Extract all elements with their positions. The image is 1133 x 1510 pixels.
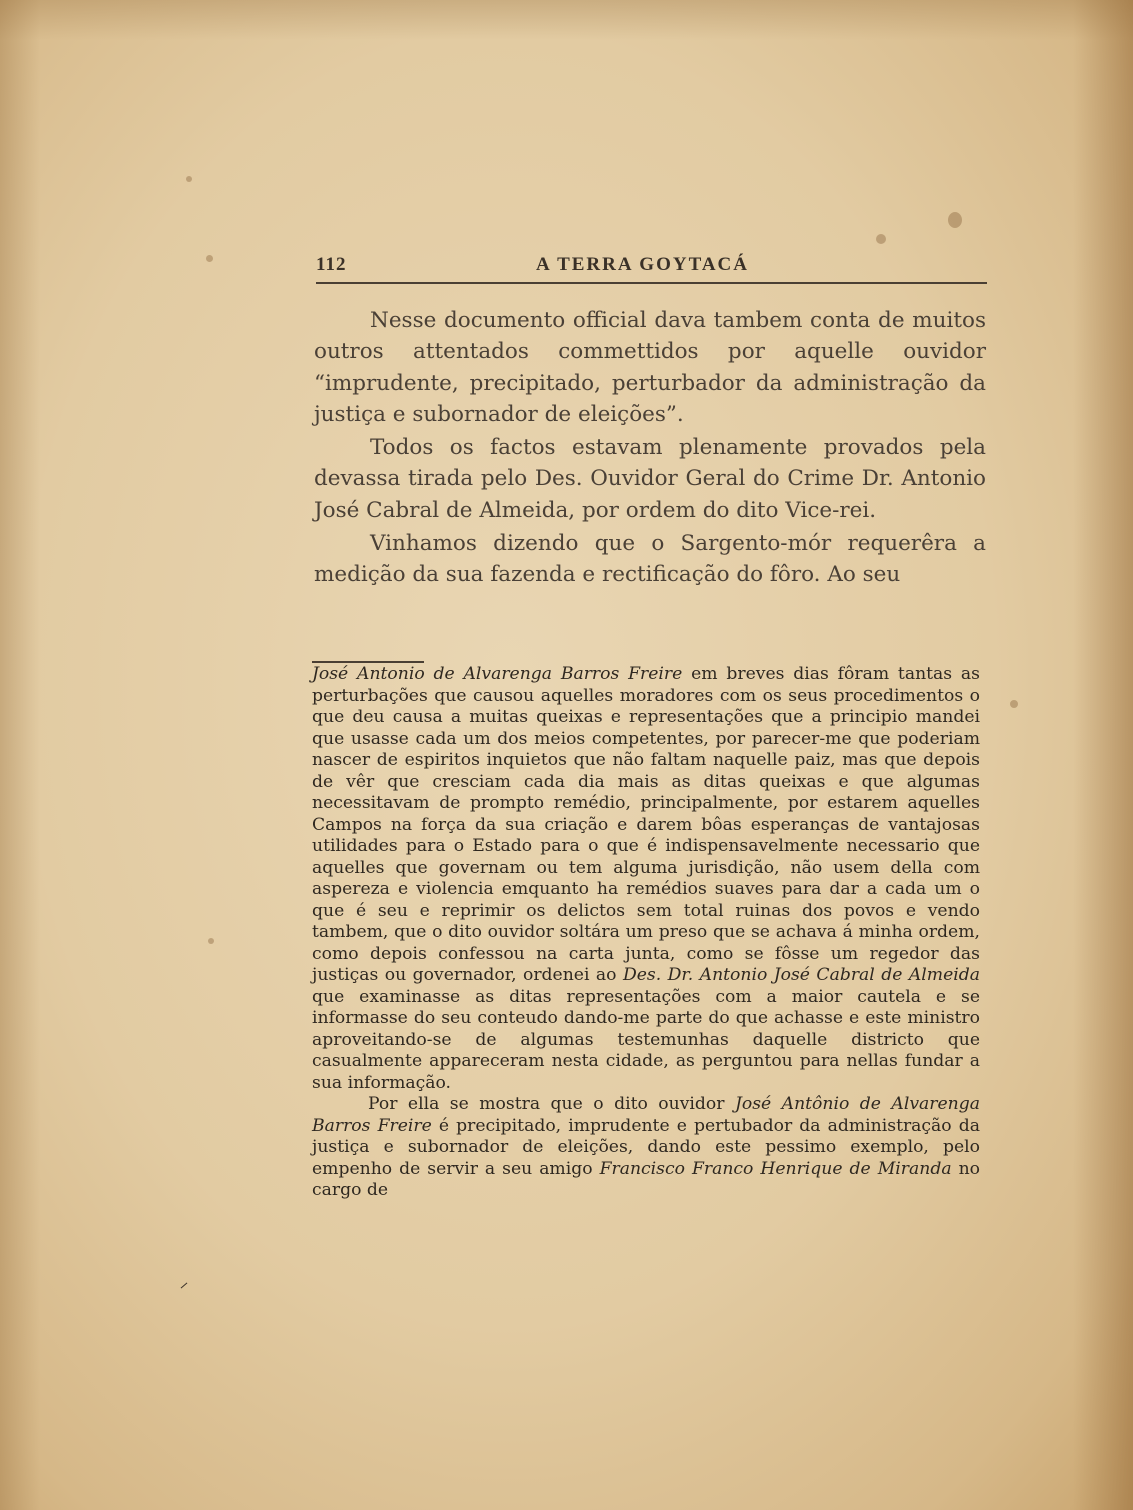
- body-paragraph: Todos os factos estavam plenamente provados pela devassa tirada pelo Des. Ouvidor Geral do Crime Dr. Antonio José Cabral de Almeida, por ordem do dito Vice-rei.: [314, 435, 986, 523]
- footnote-person-name: José Antonio de Alvarenga Barros Freire: [312, 664, 683, 684]
- paper-spot: [206, 255, 213, 262]
- footnote: [312, 664, 980, 1202]
- paper-scratch: [181, 1283, 188, 1289]
- body-paragraph: Vinhamos dizendo que o Sargento-mór requerêra a medição da sua fazenda e rectificação do fôro. Ao seu: [314, 531, 986, 588]
- footnote-text: em breves dias fôram tantas as perturbações que causou aquelles moradores com os seus procedimentos o que deu causa a muitas queixas e representações que a principio mandei que usasse cada um dos meios competentes, por parecer-me que poderiam nascer de espiritos inquietos que não faltam naquelle paiz, mas que depois de vêr que cresciam cada dia mais as ditas queixas e que algumas necessitavam de prompto remédio, principalmente, por estarem aquelles Campos na força da sua criação e darem bôas esperanças de vantajosas utilidades para o Estado para o que é indispensavelmente necessario que aquelles que governam ou tem alguma jurisdição, não usem della com aspereza e violencia emquanto ha remédios suaves para dar a cada um o que é seu e reprimir os delictos sem total ruinas dos povos e vendo tambem, que o dito ouvidor soltára um preso que se achava á minha ordem, como depois confessou na carta junta, como se fôsse um regedor das justiças ou governador, ordenei ao: [312, 664, 980, 985]
- page-number: 112: [316, 254, 347, 275]
- page-edge-shadow-top: [0, 0, 1133, 40]
- footnote-text: que examinasse as ditas representações com a maior cautela e se informasse do seu conteudo dando-me parte do que achasse e este ministro aproveitando-se de algumas testemunhas daquelle districto que casualmente appareceram nesta cidade, as perguntou para nellas fundar a sua informação.: [312, 986, 980, 1093]
- footnote-divider: [312, 661, 424, 663]
- footnote-text: Por ella se mostra que o dito ouvidor: [368, 1094, 735, 1114]
- running-title: A TERRA GOYTACÁ: [536, 254, 749, 275]
- page-header: [316, 250, 987, 284]
- paper-spot: [876, 234, 886, 244]
- page-edge-shadow-right: [1073, 0, 1133, 1510]
- paper-spot: [1010, 700, 1018, 708]
- footnote-text: é precipitado, imprudente e pertubador da administração da justiça e subornador de eleições, dando este pessimo exemplo, pelo empenho de servir a seu amigo: [312, 1115, 981, 1179]
- paper-spot: [948, 212, 962, 228]
- paper-spot: [186, 176, 192, 182]
- main-body-text: [314, 305, 986, 591]
- body-paragraph: Nesse documento official dava tambem conta de muitos outros attentados commettidos por aquelle ouvidor “imprudente, precipitado, perturbador da administração da justiça e subornador de eleições”.: [314, 308, 986, 427]
- footnote-person-name: Francisco Franco Henrique de Miranda: [599, 1158, 952, 1179]
- footnote-text: no cargo de: [312, 1158, 981, 1200]
- page-edge-shadow-left: [0, 0, 40, 1510]
- footnote-paragraph: [312, 1094, 980, 1202]
- footnote-paragraph: [312, 664, 980, 1094]
- footnote-person-name: José Antônio de Alvarenga Barros Freire: [312, 1094, 980, 1136]
- paper-spot: [208, 938, 214, 944]
- footnote-person-name: Des. Dr. Antonio José Cabral de Almeida: [622, 965, 980, 985]
